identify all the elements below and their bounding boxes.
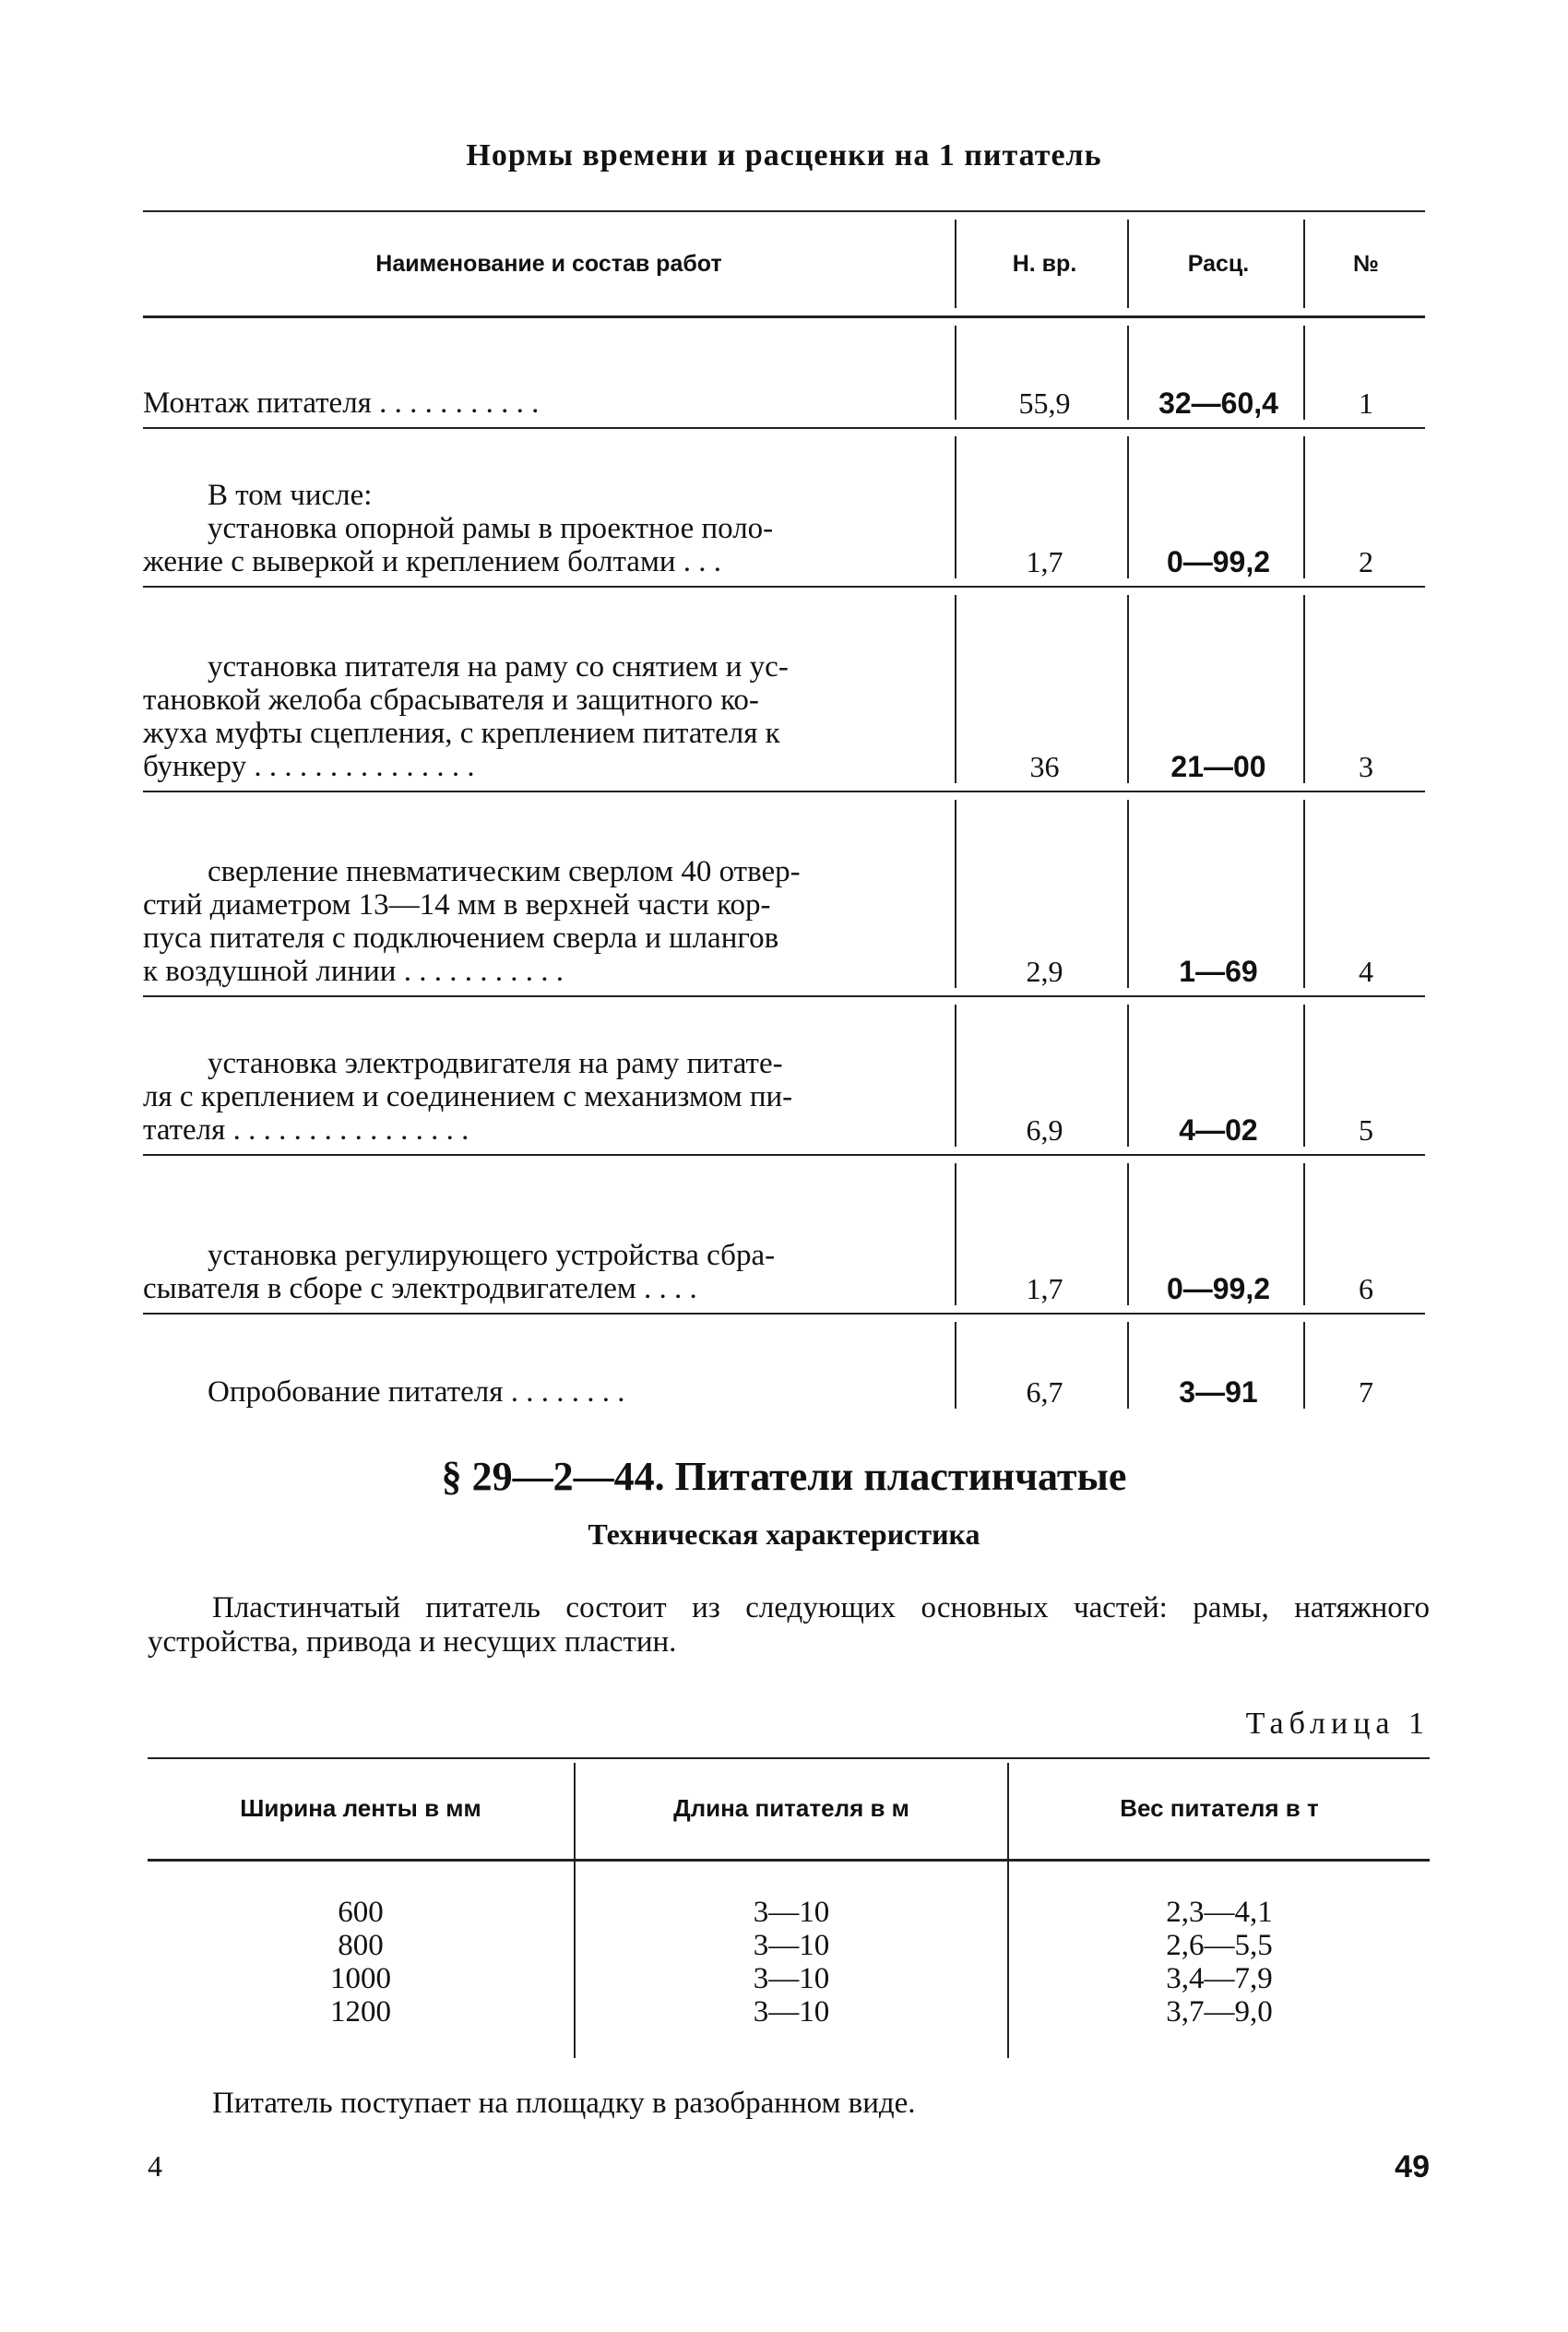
time-norm: 2,9	[1026, 955, 1063, 988]
rate-value: 21—00	[1170, 750, 1266, 783]
work-name	[143, 1375, 936, 1409]
work-name-line: Монтаж питателя . . . . . . . . . . .	[143, 387, 540, 420]
time-norm: 6,9	[1026, 1113, 1063, 1147]
time-norm: 55,9	[1018, 387, 1071, 420]
norms-table	[143, 210, 1425, 1416]
table1-col-weights	[1009, 1896, 1430, 2029]
feeder-length: 3—10	[753, 1962, 830, 1995]
feeder-length: 3—10	[753, 1995, 830, 2029]
work-name-line: Опробование питателя . . . . . . . .	[208, 1375, 625, 1409]
table1	[148, 1757, 1430, 2062]
row-number: 7	[1359, 1375, 1373, 1409]
belt-width: 1000	[330, 1962, 391, 1995]
work-name-line: установка опорной рамы в проектное поло-	[208, 512, 774, 545]
table1-header-weight: Вес питателя в т	[1120, 1794, 1319, 1822]
table1-header-length: Длина питателя в м	[673, 1794, 909, 1822]
rate-value: 0—99,2	[1166, 1272, 1271, 1305]
work-name-line: бункеру . . . . . . . . . . . . . . .	[143, 750, 475, 783]
work-name-line: установка электродвигателя на раму питате-	[208, 1047, 783, 1080]
time-norm: 1,7	[1026, 545, 1063, 578]
rate-value: 4—02	[1179, 1113, 1258, 1147]
work-name-line: жуха муфты сцепления, с креплением питателя к	[143, 717, 780, 750]
norms-row	[143, 427, 1425, 586]
work-name	[143, 1239, 936, 1305]
rate-value: 32—60,4	[1158, 387, 1278, 420]
work-name	[143, 855, 936, 988]
time-norm: 36	[1029, 750, 1060, 783]
work-name-line: сверление пневматическим сверлом 40 отвер-	[208, 855, 801, 888]
work-name	[143, 650, 936, 783]
work-name	[143, 1047, 936, 1147]
table1-label: Таблица 1	[1245, 1707, 1430, 1741]
work-name-line: сывателя в сборе с электродвигателем . . . .	[143, 1272, 697, 1305]
feeder-weight: 2,6—5,5	[1166, 1929, 1273, 1962]
footer-left-mark: 4	[148, 2149, 162, 2183]
work-name-line: установка питателя на раму со снятием и ус-	[208, 650, 789, 684]
row-number: 5	[1359, 1113, 1373, 1147]
work-name	[143, 387, 936, 420]
description-paragraph: Пластинчатый питатель состоит из следующих основных частей: рамы, натяжного устройства, привода и несущих пластин.	[148, 1591, 1430, 1659]
norms-table-header	[143, 210, 1425, 318]
belt-width: 1200	[330, 1995, 391, 2029]
norms-row	[143, 318, 1425, 427]
norms-title: Нормы времени и расценки на 1 питатель	[466, 138, 1102, 173]
norms-row	[143, 791, 1425, 995]
feeder-length: 3—10	[753, 1896, 830, 1929]
work-name-line: тановкой желоба сбрасывателя и защитного ко-	[143, 684, 759, 717]
work-name-line: В том числе:	[208, 479, 373, 512]
time-norm: 1,7	[1026, 1272, 1063, 1305]
feeder-weight: 3,7—9,0	[1166, 1995, 1273, 2029]
belt-width: 600	[338, 1896, 384, 1929]
work-name-line: тателя . . . . . . . . . . . . . . . .	[143, 1113, 469, 1147]
section-heading: § 29—2—44. Питатели пластинчатые	[441, 1454, 1127, 1499]
row-number: 6	[1359, 1272, 1373, 1305]
table1-header-width: Ширина ленты в мм	[240, 1794, 481, 1822]
work-name	[143, 479, 936, 578]
rate-value: 0—99,2	[1166, 545, 1271, 578]
work-name-line: ля с креплением и соединением с механизмом пи-	[143, 1080, 793, 1113]
norms-row	[143, 586, 1425, 791]
work-name-line: пуса питателя с подключением сверла и шлангов	[143, 922, 779, 955]
header-rate: Расц.	[1187, 251, 1250, 277]
header-name: Наименование и состав работ	[375, 251, 722, 277]
work-name-line: стий диаметром 13—14 мм в верхней части кор-	[143, 888, 771, 922]
closing-note: Питатель поступает на площадку в разобранном виде.	[212, 2087, 916, 2120]
belt-width: 800	[338, 1929, 384, 1962]
feeder-weight: 2,3—4,1	[1166, 1896, 1273, 1929]
header-time: Н. вр.	[1012, 251, 1077, 277]
feeder-weight: 3,4—7,9	[1166, 1962, 1273, 1995]
header-num: №	[1353, 251, 1379, 277]
norms-row	[143, 995, 1425, 1154]
rate-value: 3—91	[1179, 1375, 1258, 1409]
feeder-length: 3—10	[753, 1929, 830, 1962]
norms-row	[143, 1154, 1425, 1313]
rate-value: 1—69	[1179, 955, 1258, 988]
row-number: 2	[1359, 545, 1373, 578]
row-number: 4	[1359, 955, 1373, 988]
page-number: 49	[1395, 2149, 1430, 2184]
norms-row	[143, 1313, 1425, 1416]
table1-col-lengths	[576, 1896, 1007, 2029]
table1-col-widths	[148, 1896, 574, 2029]
time-norm: 6,7	[1026, 1375, 1063, 1409]
work-name-line: установка регулирующего устройства сбра-	[208, 1239, 776, 1272]
work-name-line: к воздушной линии . . . . . . . . . . .	[143, 955, 564, 988]
row-number: 3	[1359, 750, 1373, 783]
work-name-line: жение с выверкой и креплением болтами . . .	[143, 545, 721, 578]
sub-heading: Техническая характеристика	[588, 1517, 980, 1551]
row-number: 1	[1359, 387, 1373, 420]
